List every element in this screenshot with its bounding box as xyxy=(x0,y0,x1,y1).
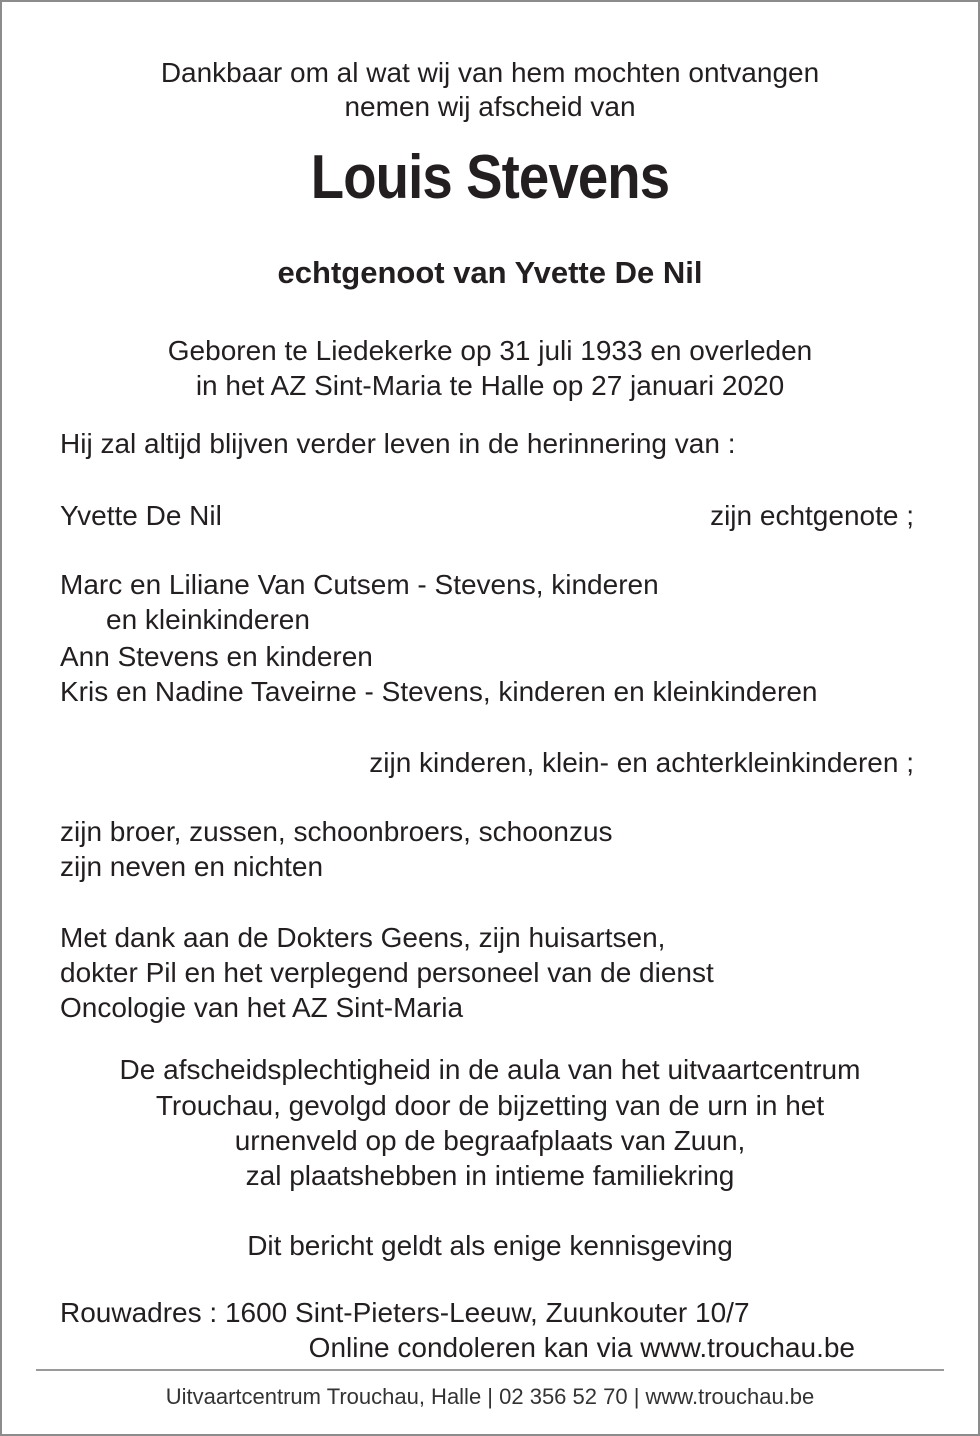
children-line-4: Kris en Nadine Taveirne - Stevens, kinderen en kleinkinderen xyxy=(60,676,818,707)
footer-text: Uitvaartcentrum Trouchau, Halle | 02 356 52 70 | www.trouchau.be xyxy=(165,1384,815,1409)
ceremony-line-1: De afscheidsplechtigheid in de aula van het uitvaartcentrum xyxy=(119,1054,861,1085)
condolence-line: Online condoleren kan via www.trouchau.be xyxy=(308,1332,855,1363)
children-line-3: Ann Stevens en kinderen xyxy=(60,641,373,672)
spouse-line: echtgenoot van Yvette De Nil xyxy=(277,255,703,290)
memory-line: Hij zal altijd blijven verder leven in de herinnering van : xyxy=(60,428,736,459)
intro-line-1: Dankbaar om al wat wij van hem mochten ontvangen xyxy=(160,57,820,88)
children-line-2: en kleinkinderen xyxy=(106,604,310,635)
ceremony-line-2: Trouchau, gevolgd door de bijzetting van de urn in het xyxy=(155,1090,825,1121)
thanks-line-2: dokter Pil en het verplegend personeel van de dienst xyxy=(60,957,714,988)
spouse-role: zijn echtgenote ; xyxy=(710,500,914,531)
children-role: zijn kinderen, klein- en achterkleinkinderen ; xyxy=(369,747,914,778)
birth-death-line-2: in het AZ Sint-Maria te Halle op 27 januari 2020 xyxy=(195,370,785,401)
deceased-name: Louis Stevens xyxy=(310,143,670,212)
intro-line-2: nemen wij afscheid van xyxy=(344,91,636,122)
thanks-line-1: Met dank aan de Dokters Geens, zijn huisartsen, xyxy=(60,922,666,953)
thanks-line-3: Oncologie van het AZ Sint-Maria xyxy=(60,992,464,1023)
children-line-1: Marc en Liliane Van Cutsem - Stevens, kinderen xyxy=(60,569,659,600)
birth-death-line-1: Geboren te Liedekerke op 31 juli 1933 en overleden xyxy=(167,335,813,366)
notice-line: Dit bericht geldt als enige kennisgeving xyxy=(247,1230,733,1261)
spouse-name: Yvette De Nil xyxy=(60,500,222,531)
footer-divider xyxy=(36,1369,944,1371)
ceremony-line-3: urnenveld op de begraafplaats van Zuun, xyxy=(234,1125,746,1156)
ceremony-line-4: zal plaatshebben in intieme familiekring xyxy=(245,1160,735,1191)
address-line: Rouwadres : 1600 Sint-Pieters-Leeuw, Zuunkouter 10/7 xyxy=(60,1297,750,1328)
siblings-line-2: zijn neven en nichten xyxy=(60,851,324,882)
siblings-line-1: zijn broer, zussen, schoonbroers, schoonzus xyxy=(60,816,613,847)
